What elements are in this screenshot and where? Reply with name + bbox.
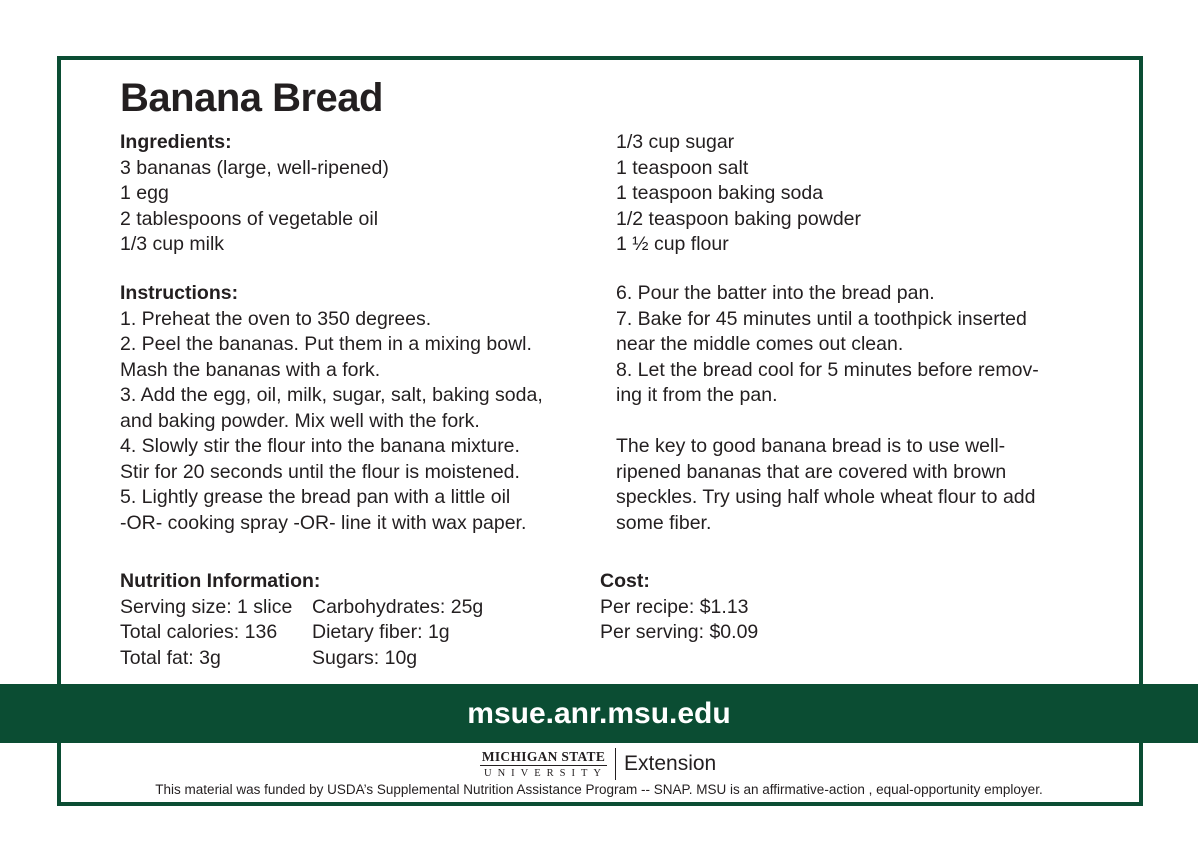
- logo-top-text: MICHIGAN STATE: [481, 748, 606, 764]
- cost-heading: Cost:: [600, 570, 650, 592]
- instruction-line: 1. Preheat the oven to 350 degrees.: [120, 307, 432, 330]
- ingredient-item: 1 teaspoon baking soda: [616, 182, 824, 204]
- instruction-line: 5. Lightly grease the bread pan with a little oil: [120, 486, 511, 508]
- instruction-line: and baking powder. Mix well with the fork.: [120, 409, 480, 432]
- website-url[interactable]: msue.anr.msu.edu: [467, 697, 731, 730]
- instructions-heading: Instructions:: [120, 282, 239, 304]
- nutrition-fact: Total fat: 3g: [120, 646, 221, 669]
- funding-disclaimer: This material was funded by USDA’s Supplemental Nutrition Assistance Program -- SNAP. MSU is an affirmative-action , equal-opportunity employer.: [155, 782, 1043, 797]
- cost-section: [600, 569, 758, 646]
- nutrition-fact: Total calories: 136: [120, 621, 278, 643]
- logo-rule: [480, 765, 607, 766]
- instruction-line: 8. Let the bread cool for 5 minutes before remov-: [616, 358, 1039, 381]
- nutrition-section: [120, 569, 483, 671]
- ingredient-item: 1 teaspoon salt: [616, 156, 749, 179]
- nutrition-fact: Serving size: 1 slice: [120, 595, 293, 618]
- cost-line: Per recipe: $1.13: [600, 595, 749, 618]
- instruction-line: Mash the bananas with a fork.: [120, 358, 381, 381]
- recipe-title: Banana Bread: [120, 76, 383, 120]
- logo-divider: [615, 748, 616, 780]
- instruction-line: 2. Peel the bananas. Put them in a mixing bowl.: [120, 333, 532, 355]
- ingredients-section: [120, 130, 389, 258]
- logo-bottom-text: UNIVERSITY: [484, 767, 607, 779]
- instructions-section: [120, 281, 543, 536]
- ingredients-heading: Ingredients:: [120, 131, 232, 153]
- msu-extension-logo: [480, 748, 716, 780]
- nutrition-column-1: [120, 595, 312, 672]
- instruction-line: 6. Pour the batter into the bread pan.: [616, 282, 935, 304]
- website-banner: [0, 684, 1198, 743]
- nutrition-fact: Carbohydrates: 25g: [312, 595, 484, 618]
- cost-line: Per serving: $0.09: [600, 621, 759, 643]
- instructions-continued: [616, 281, 1039, 409]
- ingredient-item: 2 tablespoons of vegetable oil: [120, 207, 379, 230]
- instruction-line: near the middle comes out clean.: [616, 333, 904, 355]
- ingredient-item: 1 egg: [120, 182, 169, 204]
- nutrition-column-2: [312, 595, 483, 672]
- instruction-line: 7. Bake for 45 minutes until a toothpick inserted: [616, 307, 1027, 330]
- nutrition-fact: Dietary fiber: 1g: [312, 621, 450, 643]
- baking-tip: The key to good banana bread is to use well- ripened bananas that are covered with brown speckles. Try using half whole wheat flour to add some fiber.: [616, 435, 1036, 534]
- ingredient-item: 1/3 cup milk: [120, 233, 225, 255]
- ingredient-item: 1/2 teaspoon baking powder: [616, 207, 862, 230]
- msu-wordmark: [480, 749, 607, 780]
- ingredient-item: 3 bananas (large, well-ripened): [120, 156, 389, 179]
- ingredient-item: 1 ½ cup flour: [616, 233, 729, 255]
- instruction-line: ing it from the pan.: [616, 384, 778, 406]
- nutrition-heading: Nutrition Information:: [120, 570, 321, 592]
- instruction-line: 3. Add the egg, oil, milk, sugar, salt, baking soda,: [120, 384, 543, 406]
- nutrition-fact: Sugars: 10g: [312, 646, 418, 669]
- ingredient-item: 1/3 cup sugar: [616, 131, 735, 153]
- logo-extension-text: Extension: [624, 752, 717, 775]
- instruction-line: -OR- cooking spray -OR- line it with wax paper.: [120, 511, 527, 534]
- instruction-line: 4. Slowly stir the flour into the banana mixture.: [120, 435, 520, 457]
- ingredients-continued: [616, 130, 861, 258]
- instruction-line: Stir for 20 seconds until the flour is moistened.: [120, 460, 520, 483]
